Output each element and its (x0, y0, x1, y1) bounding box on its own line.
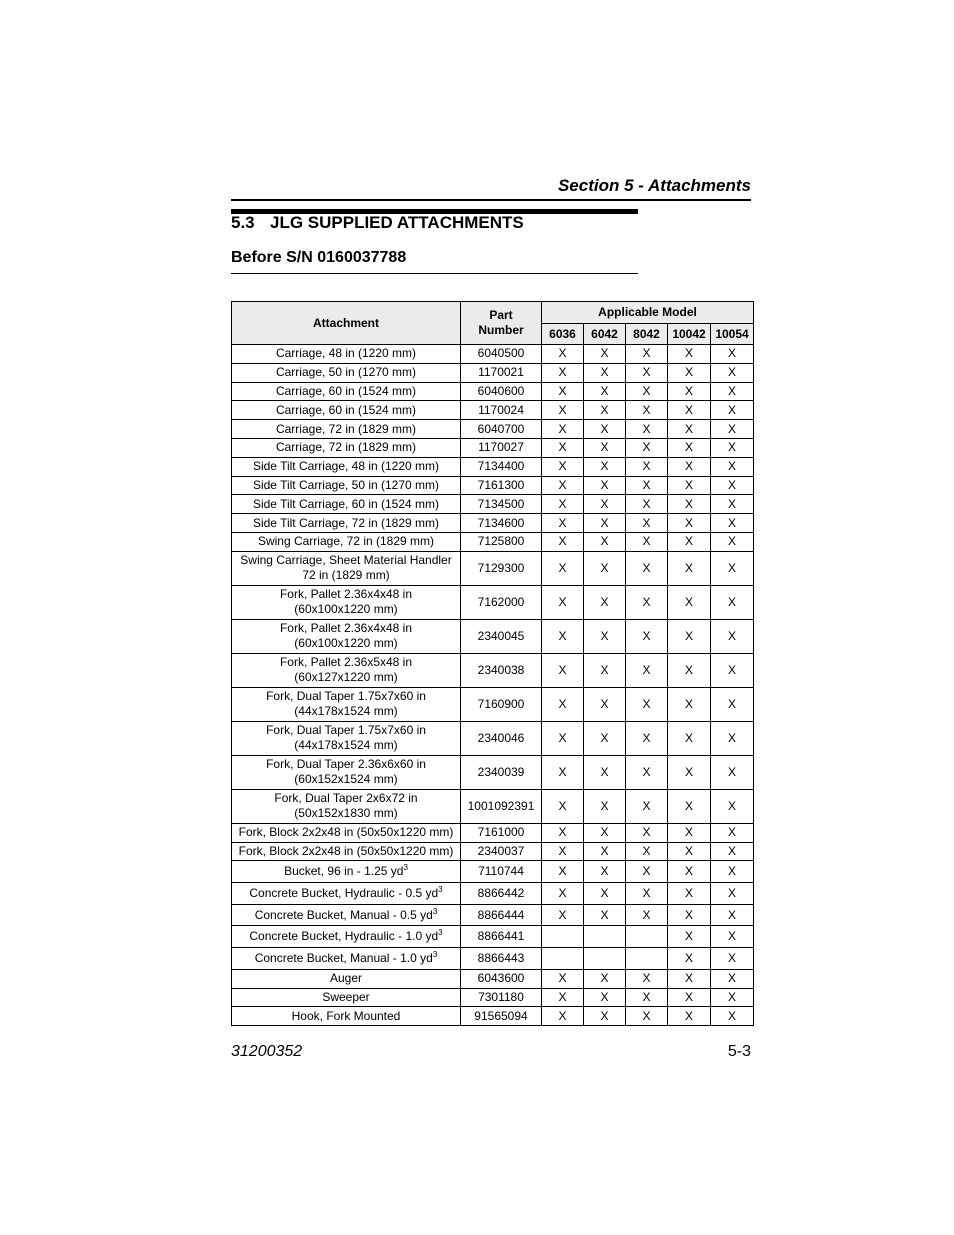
part-number-cell: 8866442 (461, 883, 542, 905)
model-applicability-cell: X (542, 438, 584, 457)
section-title-text: JLG SUPPLIED ATTACHMENTS (270, 213, 524, 232)
model-applicability-cell (542, 926, 584, 948)
attachment-cell (232, 345, 461, 364)
model-applicability-cell: X (584, 823, 626, 842)
attachment-name: Concrete Bucket, Manual - 1.0 yd (254, 950, 433, 965)
model-applicability-cell: X (542, 363, 584, 382)
model-applicability-cell: X (584, 382, 626, 401)
model-applicability-cell: X (626, 842, 668, 861)
table-row (232, 755, 754, 789)
table-row (232, 823, 754, 842)
model-applicability-cell: X (668, 926, 711, 948)
model-applicability-cell: X (711, 420, 754, 439)
model-applicability-cell: X (711, 514, 754, 533)
part-number-cell: 7161300 (461, 476, 542, 495)
model-applicability-cell: X (626, 551, 668, 585)
model-applicability-cell: X (542, 495, 584, 514)
model-applicability-cell: X (711, 551, 754, 585)
attachment-name: Fork, Block 2x2x48 in (50x50x1220 mm) (238, 825, 454, 840)
table-row (232, 619, 754, 653)
table-row (232, 883, 754, 905)
part-number-cell: 1170024 (461, 401, 542, 420)
model-applicability-cell: X (626, 789, 668, 823)
model-applicability-cell: X (542, 653, 584, 687)
model-applicability-cell: X (626, 382, 668, 401)
part-number-cell: 8866441 (461, 926, 542, 948)
superscript: 3 (403, 863, 408, 873)
part-number-cell: 7110744 (461, 861, 542, 883)
model-applicability-cell: X (542, 532, 584, 551)
model-applicability-cell: X (542, 514, 584, 533)
model-applicability-cell: X (626, 476, 668, 495)
attachment-name: Fork, Dual Taper 2x6x72 in (274, 791, 418, 806)
model-applicability-cell: X (626, 457, 668, 476)
model-applicability-cell: X (584, 363, 626, 382)
section-number: 5.3 (231, 213, 255, 232)
model-applicability-cell: X (542, 883, 584, 905)
attachment-name: Fork, Pallet 2.36x4x48 in (279, 587, 413, 602)
attachment-cell (232, 823, 461, 842)
model-applicability-cell: X (584, 755, 626, 789)
part-number-cell: 6040700 (461, 420, 542, 439)
model-applicability-cell: X (668, 789, 711, 823)
table-row (232, 1007, 754, 1026)
table-row (232, 861, 754, 883)
model-column-header: 6042 (584, 324, 626, 345)
table-row (232, 842, 754, 861)
model-applicability-cell: X (542, 988, 584, 1007)
attachment-name: Concrete Bucket, Manual - 0.5 yd (254, 907, 433, 922)
part-number-cell: 7134400 (461, 457, 542, 476)
attachment-name-line2: (60x152x1524 mm) (294, 772, 398, 787)
part-number-cell: 2340046 (461, 721, 542, 755)
attachment-cell (232, 948, 461, 970)
model-applicability-cell: X (626, 420, 668, 439)
model-applicability-cell: X (626, 363, 668, 382)
superscript: 3 (438, 928, 443, 938)
subsection-title: Before S/N 0160037788 (231, 249, 407, 266)
subsection-rule (231, 273, 638, 274)
attachment-name: Swing Carriage, 72 in (1829 mm) (257, 534, 435, 549)
attachment-cell (232, 476, 461, 495)
attachment-name-line2: 72 in (1829 mm) (302, 568, 390, 583)
part-number-cell: 7160900 (461, 687, 542, 721)
model-applicability-cell: X (626, 904, 668, 926)
model-applicability-cell: X (626, 721, 668, 755)
table-row (232, 457, 754, 476)
part-number-cell: 2340045 (461, 619, 542, 653)
model-applicability-cell: X (584, 988, 626, 1007)
attachment-name: Hook, Fork Mounted (291, 1008, 401, 1023)
model-applicability-cell: X (711, 532, 754, 551)
part-number-cell: 8866444 (461, 904, 542, 926)
model-column-header: 6036 (542, 324, 584, 345)
part-number-cell: 7134600 (461, 514, 542, 533)
model-applicability-cell: X (711, 382, 754, 401)
attachment-cell (232, 653, 461, 687)
model-applicability-cell: X (542, 721, 584, 755)
model-applicability-cell: X (711, 495, 754, 514)
document-number: 31200352 (231, 1043, 303, 1060)
attachment-cell (232, 687, 461, 721)
part-number-cell: 7134500 (461, 495, 542, 514)
model-applicability-cell: X (668, 363, 711, 382)
part-number-cell: 2340037 (461, 842, 542, 861)
model-applicability-cell: X (711, 904, 754, 926)
attachment-name: Carriage, 50 in (1270 mm) (275, 365, 417, 380)
model-applicability-cell: X (711, 861, 754, 883)
table-row (232, 653, 754, 687)
model-applicability-cell: X (668, 969, 711, 988)
attachment-cell (232, 551, 461, 585)
attachment-cell (232, 619, 461, 653)
model-applicability-cell: X (711, 438, 754, 457)
table-row (232, 988, 754, 1007)
model-applicability-cell: X (584, 969, 626, 988)
attachment-name: Swing Carriage, Sheet Material Handler (240, 553, 452, 568)
model-applicability-cell: X (584, 861, 626, 883)
part-number-cell: 2340038 (461, 653, 542, 687)
model-applicability-cell: X (668, 457, 711, 476)
table-row (232, 495, 754, 514)
applicable-model-header: Applicable Model (542, 302, 754, 324)
model-applicability-cell: X (668, 382, 711, 401)
model-applicability-cell: X (668, 585, 711, 619)
model-applicability-cell: X (711, 823, 754, 842)
model-applicability-cell: X (542, 755, 584, 789)
model-applicability-cell: X (711, 345, 754, 364)
model-applicability-cell: X (542, 1007, 584, 1026)
model-applicability-cell: X (584, 457, 626, 476)
model-applicability-cell: X (626, 495, 668, 514)
part-number-cell: 7129300 (461, 551, 542, 585)
model-column-header: 10054 (711, 324, 754, 345)
attachment-name: Carriage, 60 in (1524 mm) (275, 383, 417, 398)
model-applicability-cell: X (626, 755, 668, 789)
table-row (232, 687, 754, 721)
attachment-name: Fork, Block 2x2x48 in (50x50x1220 mm) (238, 843, 454, 858)
part-number-column-header: Part Number (461, 302, 542, 345)
model-applicability-cell: X (668, 653, 711, 687)
attachment-name: Side Tilt Carriage, 60 in (1524 mm) (252, 496, 440, 511)
attachment-cell (232, 382, 461, 401)
table-row (232, 401, 754, 420)
part-number-cell: 7162000 (461, 585, 542, 619)
model-applicability-cell (626, 948, 668, 970)
attachment-name: Carriage, 48 in (1220 mm) (275, 346, 417, 361)
part-number-cell: 2340039 (461, 755, 542, 789)
model-applicability-cell: X (626, 653, 668, 687)
model-applicability-cell: X (711, 969, 754, 988)
model-applicability-cell: X (668, 721, 711, 755)
section-header: Section 5 - Attachments (557, 176, 751, 195)
model-applicability-cell: X (668, 495, 711, 514)
model-applicability-cell: X (668, 401, 711, 420)
model-applicability-cell: X (668, 755, 711, 789)
part-number-cell: 7125800 (461, 532, 542, 551)
superscript: 3 (432, 949, 438, 959)
model-applicability-cell: X (584, 532, 626, 551)
model-applicability-cell (626, 926, 668, 948)
model-applicability-cell: X (626, 1007, 668, 1026)
attachment-cell (232, 457, 461, 476)
model-applicability-cell: X (584, 401, 626, 420)
model-applicability-cell: X (584, 789, 626, 823)
attachment-name: Carriage, 60 in (1524 mm) (275, 402, 417, 417)
attachment-cell (232, 988, 461, 1007)
model-applicability-cell: X (711, 948, 754, 970)
model-applicability-cell: X (626, 823, 668, 842)
attachment-name-line2: (50x152x1830 mm) (294, 806, 398, 821)
attachment-name: Fork, Dual Taper 2.36x6x60 in (266, 757, 426, 772)
attachment-name-line2: (44x178x1524 mm) (294, 704, 398, 719)
attachment-name: Concrete Bucket, Hydraulic - 0.5 yd (249, 885, 439, 900)
model-applicability-cell: X (668, 948, 711, 970)
table-row (232, 926, 754, 948)
model-applicability-cell: X (584, 653, 626, 687)
attachment-cell (232, 401, 461, 420)
part-number-cell: 1170027 (461, 438, 542, 457)
model-applicability-cell: X (584, 345, 626, 364)
model-applicability-cell: X (542, 345, 584, 364)
model-applicability-cell: X (711, 619, 754, 653)
model-applicability-cell (542, 948, 584, 970)
attachment-cell (232, 861, 461, 883)
model-applicability-cell: X (668, 438, 711, 457)
attachment-name: Side Tilt Carriage, 50 in (1270 mm) (252, 477, 440, 492)
attachment-name: Concrete Bucket, Hydraulic - 1.0 yd (249, 929, 439, 944)
model-applicability-cell: X (542, 420, 584, 439)
model-applicability-cell: X (668, 988, 711, 1007)
attachment-name: Carriage, 72 in (1829 mm) (275, 440, 417, 455)
model-applicability-cell: X (584, 514, 626, 533)
attachment-name: Fork, Pallet 2.36x5x48 in (279, 655, 413, 670)
model-column-header: 10042 (668, 324, 711, 345)
model-applicability-cell: X (542, 401, 584, 420)
table-row (232, 382, 754, 401)
model-applicability-cell: X (542, 861, 584, 883)
table-row (232, 476, 754, 495)
attachment-cell (232, 926, 461, 948)
attachment-cell (232, 721, 461, 755)
model-applicability-cell: X (626, 969, 668, 988)
model-applicability-cell: X (584, 687, 626, 721)
attachment-name-line2: (60x127x1220 mm) (294, 670, 398, 685)
attachment-name-line2: (44x178x1524 mm) (294, 738, 398, 753)
attachment-column-header: Attachment (232, 302, 461, 345)
attachment-name: Auger (329, 971, 363, 986)
model-applicability-cell: X (584, 476, 626, 495)
model-applicability-cell: X (584, 619, 626, 653)
model-applicability-cell: X (584, 438, 626, 457)
model-applicability-cell: X (668, 420, 711, 439)
model-applicability-cell: X (711, 401, 754, 420)
page-number: 5-3 (727, 1043, 751, 1060)
table-row (232, 969, 754, 988)
attachment-cell (232, 969, 461, 988)
table-row (232, 532, 754, 551)
model-applicability-cell: X (668, 1007, 711, 1026)
model-applicability-cell: X (542, 969, 584, 988)
model-applicability-cell: X (626, 438, 668, 457)
model-applicability-cell: X (668, 823, 711, 842)
model-applicability-cell: X (542, 382, 584, 401)
model-applicability-cell: X (542, 619, 584, 653)
attachments-table-body (232, 345, 754, 1026)
section-title (231, 213, 524, 233)
model-applicability-cell: X (542, 585, 584, 619)
model-applicability-cell: X (668, 514, 711, 533)
part-number-cell: 8866443 (461, 948, 542, 970)
table-row (232, 514, 754, 533)
model-applicability-cell: X (711, 988, 754, 1007)
model-column-header: 8042 (626, 324, 668, 345)
table-row (232, 420, 754, 439)
part-number-cell: 91565094 (461, 1007, 542, 1026)
model-applicability-cell: X (668, 345, 711, 364)
model-applicability-cell: X (668, 687, 711, 721)
table-row (232, 721, 754, 755)
part-number-cell: 7161000 (461, 823, 542, 842)
model-applicability-cell: X (626, 345, 668, 364)
model-applicability-cell: X (711, 687, 754, 721)
attachment-cell (232, 755, 461, 789)
attachment-cell (232, 532, 461, 551)
attachment-cell (232, 789, 461, 823)
header-rule (231, 199, 751, 201)
model-applicability-cell: X (668, 619, 711, 653)
model-applicability-cell: X (584, 585, 626, 619)
model-applicability-cell: X (668, 532, 711, 551)
attachment-cell (232, 883, 461, 905)
model-applicability-cell: X (711, 755, 754, 789)
model-applicability-cell: X (626, 687, 668, 721)
model-applicability-cell: X (626, 988, 668, 1007)
attachment-cell (232, 420, 461, 439)
model-applicability-cell: X (542, 476, 584, 495)
model-applicability-cell: X (584, 420, 626, 439)
model-applicability-cell: X (542, 551, 584, 585)
model-applicability-cell: X (542, 823, 584, 842)
model-applicability-cell: X (626, 861, 668, 883)
model-applicability-cell: X (711, 363, 754, 382)
table-row (232, 438, 754, 457)
model-applicability-cell: X (711, 653, 754, 687)
attachment-name: Side Tilt Carriage, 72 in (1829 mm) (252, 515, 440, 530)
model-applicability-cell: X (626, 401, 668, 420)
part-number-cell: 1170021 (461, 363, 542, 382)
model-applicability-cell: X (711, 789, 754, 823)
model-applicability-cell: X (542, 687, 584, 721)
part-number-cell: 6040500 (461, 345, 542, 364)
model-applicability-cell: X (584, 904, 626, 926)
attachment-cell (232, 585, 461, 619)
attachment-cell (232, 904, 461, 926)
model-applicability-cell: X (626, 585, 668, 619)
table-row (232, 948, 754, 970)
attachment-name-line2: (60x100x1220 mm) (294, 602, 398, 617)
part-number-cell: 6043600 (461, 969, 542, 988)
part-number-cell: 7301180 (461, 988, 542, 1007)
model-applicability-cell: X (542, 457, 584, 476)
attachment-name: Sweeper (322, 989, 370, 1004)
attachment-cell (232, 1007, 461, 1026)
model-applicability-cell: X (542, 789, 584, 823)
model-applicability-cell: X (668, 551, 711, 585)
attachment-name: Carriage, 72 in (1829 mm) (275, 421, 417, 436)
model-applicability-cell: X (711, 721, 754, 755)
model-applicability-cell: X (584, 842, 626, 861)
attachment-cell (232, 363, 461, 382)
model-applicability-cell: X (711, 1007, 754, 1026)
model-applicability-cell: X (584, 551, 626, 585)
attachment-name-line2: (60x100x1220 mm) (294, 636, 398, 651)
model-applicability-cell: X (711, 883, 754, 905)
table-row (232, 551, 754, 585)
model-applicability-cell: X (626, 514, 668, 533)
table-row (232, 789, 754, 823)
part-number-cell: 6040600 (461, 382, 542, 401)
model-applicability-cell: X (711, 842, 754, 861)
model-applicability-cell: X (542, 904, 584, 926)
model-applicability-cell (584, 948, 626, 970)
model-applicability-cell: X (711, 926, 754, 948)
model-applicability-cell: X (626, 532, 668, 551)
attachment-name: Fork, Dual Taper 1.75x7x60 in (266, 689, 426, 704)
model-applicability-cell: X (711, 585, 754, 619)
superscript: 3 (432, 906, 438, 916)
attachment-name: Fork, Pallet 2.36x4x48 in (279, 621, 413, 636)
model-applicability-cell: X (584, 721, 626, 755)
attachment-cell (232, 495, 461, 514)
attachment-cell (232, 438, 461, 457)
model-applicability-cell: X (668, 476, 711, 495)
attachment-cell (232, 514, 461, 533)
model-applicability-cell: X (542, 842, 584, 861)
model-applicability-cell: X (584, 495, 626, 514)
model-applicability-cell: X (626, 619, 668, 653)
table-row (232, 904, 754, 926)
attachment-name: Bucket, 96 in - 1.25 yd (284, 864, 404, 879)
table-row (232, 585, 754, 619)
model-applicability-cell: X (668, 842, 711, 861)
model-applicability-cell: X (711, 476, 754, 495)
model-applicability-cell: X (584, 883, 626, 905)
model-applicability-cell: X (668, 861, 711, 883)
table-row (232, 363, 754, 382)
model-applicability-cell: X (711, 457, 754, 476)
model-applicability-cell (584, 926, 626, 948)
model-applicability-cell: X (584, 1007, 626, 1026)
superscript: 3 (438, 884, 443, 894)
model-applicability-cell: X (668, 883, 711, 905)
attachments-table (231, 301, 754, 1026)
model-applicability-cell: X (668, 904, 711, 926)
attachment-name: Side Tilt Carriage, 48 in (1220 mm) (252, 459, 440, 474)
attachment-cell (232, 842, 461, 861)
table-row (232, 345, 754, 364)
attachment-name: Fork, Dual Taper 1.75x7x60 in (266, 723, 426, 738)
part-number-cell: 1001092391 (461, 789, 542, 823)
model-applicability-cell: X (626, 883, 668, 905)
